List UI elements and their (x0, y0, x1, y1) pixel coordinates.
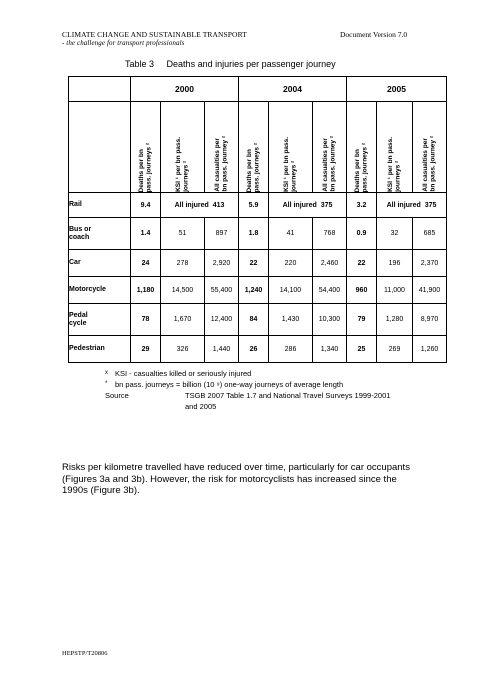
cell-value: 413 (212, 201, 225, 209)
table-cell (161, 193, 239, 218)
document-version: Document Version 7.0 (340, 30, 408, 39)
table-cell: 196 (377, 250, 413, 277)
column-header: Deaths per bn pass. journeys ² (347, 102, 377, 193)
table-cell: 14,100 (269, 277, 313, 304)
header-title: CLIMATE CHANGE AND SUSTAINABLE TRANSPORT (62, 30, 247, 39)
table-row (69, 277, 447, 304)
table-cell: 1,280 (377, 304, 413, 336)
year-header-2004: 2004 (239, 77, 347, 102)
note-text: bn pass. journeys = billion (10 ⁹) one-way journeys of average length (115, 380, 344, 389)
column-header: KSI ¹ per bn pass. journeys ² (269, 102, 313, 193)
table-cell: 54,400 (313, 277, 347, 304)
table-cell (377, 193, 447, 218)
column-header: KSI ¹ per bn pass. journeys ² (161, 102, 205, 193)
table-cell: 22 (239, 250, 269, 277)
column-header: Deaths per bn pass. journeys ² (131, 102, 161, 193)
source-label: Source (105, 391, 129, 400)
note-text: KSI - casualties killed or seriously injured (115, 369, 252, 378)
table-cell: 12,400 (205, 304, 239, 336)
table-cell: 41,900 (413, 277, 447, 304)
table-cell: 2,370 (413, 250, 447, 277)
year-header-2000: 2000 (131, 77, 239, 102)
table-cell: 0.9 (347, 218, 377, 250)
all-injured-label: All injured (282, 201, 317, 209)
table-cell: 1,180 (131, 277, 161, 304)
table-cell: 897 (205, 218, 239, 250)
note-journeys (105, 379, 390, 390)
table-cell: 84 (239, 304, 269, 336)
table-number: Table 3 (125, 59, 155, 69)
table-cell: 960 (347, 277, 377, 304)
table-cell: 2,920 (205, 250, 239, 277)
body-paragraph: Risks per kilometre travelled have reduced over time, particularly for car occupants (Figures 3a and 3b). However, the risk for motorcyclists has increased since the 1990s (Figure 3b). (62, 462, 410, 496)
note-symbol: x (105, 370, 108, 376)
column-header: KSI ¹ per bn pass. journeys ² (377, 102, 413, 193)
table-row (69, 218, 447, 250)
table-title: Deaths and injuries per passenger journey (166, 59, 336, 69)
table-cell: 3.2 (347, 193, 377, 218)
cell-value: 375 (424, 201, 437, 209)
table-cell: 1.4 (131, 218, 161, 250)
table-cell: 14,500 (161, 277, 205, 304)
table-cell: 29 (131, 336, 161, 363)
table-cell: 10,300 (313, 304, 347, 336)
table-corner (69, 77, 131, 102)
row-label: Rail (69, 193, 131, 218)
table-cell: 79 (347, 304, 377, 336)
column-header: All casualties per bn pass. journey ² (413, 102, 447, 193)
table-cell: 25 (347, 336, 377, 363)
table-cell: 685 (413, 218, 447, 250)
table-cell: 22 (347, 250, 377, 277)
year-header-2005: 2005 (347, 77, 447, 102)
note-ksi (105, 368, 390, 379)
table-cell: 32 (377, 218, 413, 250)
column-header: All casualties per bn pass. journey ² (205, 102, 239, 193)
table-cell: 26 (239, 336, 269, 363)
table-cell: 278 (161, 250, 205, 277)
casualty-table (68, 76, 447, 363)
table-row (69, 336, 447, 363)
table-caption (125, 59, 336, 69)
table-cell: 8,970 (413, 304, 447, 336)
column-header: Deaths per bn pass. journeys ² (239, 102, 269, 193)
table-corner-lower (69, 102, 131, 193)
row-label: Pedal cycle (69, 304, 131, 336)
table-cell: 24 (131, 250, 161, 277)
table-cell: 1,440 (205, 336, 239, 363)
all-injured-label: All injured (174, 201, 209, 209)
table-cell: 286 (269, 336, 313, 363)
table-notes (105, 368, 390, 412)
source-text: TSGB 2007 Table 1.7 and National Travel Surveys 1999-2001 and 2005 (185, 391, 391, 411)
table-row (69, 304, 447, 336)
note-symbol: * (105, 381, 108, 387)
table-cell: 78 (131, 304, 161, 336)
table-cell: 1,340 (313, 336, 347, 363)
column-header: All casualties per bn pass. journey ² (313, 102, 347, 193)
table-cell: 1,260 (413, 336, 447, 363)
table-cell: 326 (161, 336, 205, 363)
table-cell: 5.9 (239, 193, 269, 218)
table-cell: 220 (269, 250, 313, 277)
table-cell: 9.4 (131, 193, 161, 218)
table-cell: 1.8 (239, 218, 269, 250)
table-cell: 269 (377, 336, 413, 363)
table-cell: 1,240 (239, 277, 269, 304)
table-cell: 51 (161, 218, 205, 250)
document-header-left (62, 30, 247, 48)
row-label: Bus or coach (69, 218, 131, 250)
note-source (105, 390, 390, 412)
cell-value: 375 (320, 201, 333, 209)
table-cell (269, 193, 347, 218)
row-label: Pedestrian (69, 336, 131, 363)
table-cell: 1,670 (161, 304, 205, 336)
table-cell: 1,430 (269, 304, 313, 336)
all-injured-label: All injured (386, 201, 421, 209)
table-cell: 11,000 (377, 277, 413, 304)
table-row (69, 250, 447, 277)
row-label: Car (69, 250, 131, 277)
table-cell: 768 (313, 218, 347, 250)
table-cell: 41 (269, 218, 313, 250)
table-cell: 2,460 (313, 250, 347, 277)
table-row (69, 193, 447, 218)
table-cell: 55,400 (205, 277, 239, 304)
footer-reference: HEPSTP/T20806 (62, 650, 108, 657)
header-subtitle: - the challenge for transport professionals (62, 39, 185, 47)
row-label: Motorcycle (69, 277, 131, 304)
